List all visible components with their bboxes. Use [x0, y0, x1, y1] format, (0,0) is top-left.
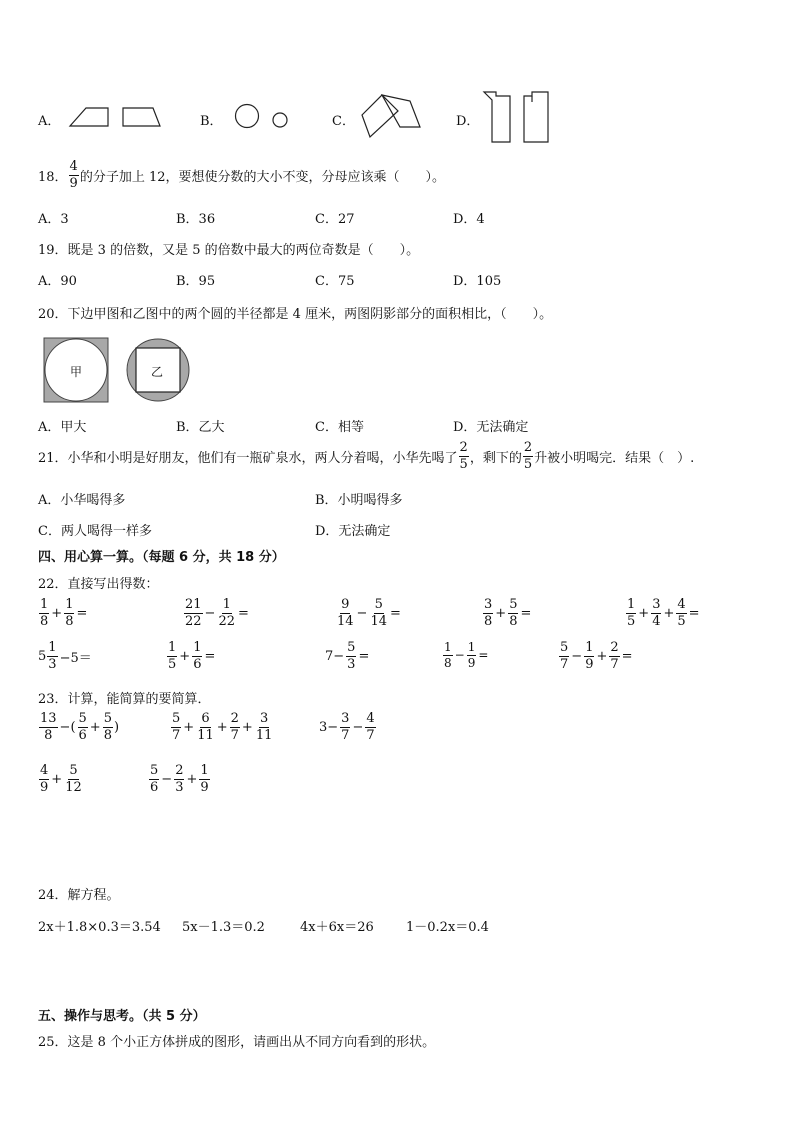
- q17-option-d-label: D．: [456, 114, 480, 129]
- q20-label-yi: 乙: [151, 365, 164, 379]
- q21-frac1-num: 2: [459, 440, 468, 455]
- q24-equation-4: 1－0.2x＝0.4: [406, 920, 489, 935]
- q21-frac1-den: 5: [459, 456, 468, 472]
- q24-equation-3: 4x＋6x＝26: [300, 920, 374, 935]
- q23-item-2: 5 7 + $\frac{6}{11}$ + $\frac{2}{7}$ + $\frac{3}{11}$: [172, 711, 273, 743]
- q22-title: 22．直接写出得数：: [38, 577, 159, 592]
- q22-item-7: 1 5 + $\frac{1}{6}$ =: [168, 640, 216, 672]
- q22-item-8: 7− $\frac{5}{3}$ =: [325, 640, 370, 672]
- q21-fraction-1: [459, 441, 469, 471]
- q18-number: 18．: [38, 169, 68, 185]
- section-4-heading: 四、用心算一算。（每题 6 分，共 18 分）: [38, 550, 285, 565]
- q22-item-10: 5 7 − $\frac{1}{9}$ + $\frac{2}{7}$ =: [560, 640, 633, 672]
- q22-item-5: 1 5 + $\frac{3}{4}$ + $\frac{4}{5}$ =: [627, 597, 700, 629]
- q18-option-a: A．3: [38, 212, 69, 227]
- q19-stem: 19．既是 3 的倍数，又是 5 的倍数中最大的两位奇数是（ ）。: [38, 243, 420, 258]
- q24-title: 24．解方程。: [38, 888, 120, 903]
- q18-option-b: B．36: [176, 212, 216, 227]
- q18-frac-den: 9: [69, 175, 78, 191]
- q20-stem: 20．下边甲图和乙图中的两个圆的半径都是 4 厘米，两图阴影部分的面积相比，（ ）。: [38, 307, 553, 322]
- q21-part1: 21．小华和小明是好朋友，他们有一瓶矿泉水，两人分着喝，小华先喝了: [38, 450, 458, 466]
- q18-text: 的分子加上 12，要想使分数的大小不变，分母应该乘（ ）。: [79, 169, 446, 185]
- q17-option-b-label: B．: [200, 114, 223, 129]
- q18-fraction: [69, 160, 79, 190]
- q17-option-b-figure: [232, 102, 292, 132]
- q19-option-b: B．95: [176, 274, 216, 289]
- q19-option-c: C．75: [315, 274, 355, 289]
- q22-item-3: 9 14 − $\frac{5}{14}$ =: [337, 597, 401, 629]
- q20-option-b: B．乙大: [176, 420, 225, 435]
- q21-option-b: B．小明喝得多: [315, 493, 403, 508]
- q23-item-1: 13 8 −( 5 6 + $\frac{5}{8}$ ): [40, 711, 120, 743]
- q22-item-4: 3 8 + $\frac{5}{8}$ =: [484, 597, 532, 629]
- q17-option-c-figure: [358, 93, 424, 143]
- q24-equation-1: 2x＋1.8×0.3＝3.54: [38, 920, 161, 935]
- q19-option-a: A．90: [38, 274, 77, 289]
- q21-part2: ，剩下的: [469, 450, 522, 466]
- q17-option-d-figure: [482, 90, 554, 146]
- q17-option-c-label: C．: [332, 114, 355, 129]
- q21-stem: [38, 441, 694, 471]
- q23-item-5: 5 6 − $\frac{2}{3}$ + $\frac{1}{9}$: [150, 763, 209, 795]
- q21-option-d: D．无法确定: [315, 524, 391, 539]
- q20-option-d: D．无法确定: [453, 420, 529, 435]
- q17-option-a-figure: [68, 104, 168, 130]
- q17-option-a-label: A．: [38, 114, 61, 129]
- q20-option-c: C．相等: [315, 420, 364, 435]
- q22-item-9: 1 8 − $\frac{1}{9}$ =: [444, 640, 489, 670]
- q22-item-6: 5 1 3 −5＝: [38, 640, 92, 672]
- q21-option-c: C．两人喝得一样多: [38, 524, 152, 539]
- q24-equation-2: 5x－1.3＝0.2: [182, 920, 265, 935]
- q22-item-1: 1 8 + $\frac{1}{8}$ =: [40, 597, 88, 629]
- q25-stem: 25．这是 8 个小正方体拼成的图形，请画出从不同方向看到的形状。: [38, 1035, 436, 1050]
- q21-option-a: A．小华喝得多: [38, 493, 126, 508]
- q23-item-3: 3− $\frac{3}{7}$ − $\frac{4}{7}$: [319, 711, 375, 743]
- q20-label-jia: 甲: [70, 365, 83, 379]
- q21-frac2-den: 5: [523, 456, 533, 472]
- q22-item-2: 21 22 − $\frac{1}{22}$ =: [185, 597, 249, 629]
- q20-option-a: A．甲大: [38, 420, 87, 435]
- section-5-heading: 五、操作与思考。（共 5 分）: [38, 1009, 206, 1024]
- q21-fraction-2: [523, 441, 533, 471]
- q21-frac2-num: 2: [523, 440, 533, 455]
- q18-option-d: D．4: [453, 212, 485, 227]
- q18-option-c: C．27: [315, 212, 355, 227]
- q21-part3: 升被小明喝完．结果（ ）.: [534, 450, 695, 466]
- q23-title: 23．计算，能简算的要简算．: [38, 692, 211, 707]
- q18-frac-num: 4: [69, 159, 78, 174]
- q19-option-d: D．105: [453, 274, 502, 289]
- q23-item-4: 4 9 + $\frac{5}{12}$: [40, 763, 82, 795]
- q18-stem: [38, 160, 445, 190]
